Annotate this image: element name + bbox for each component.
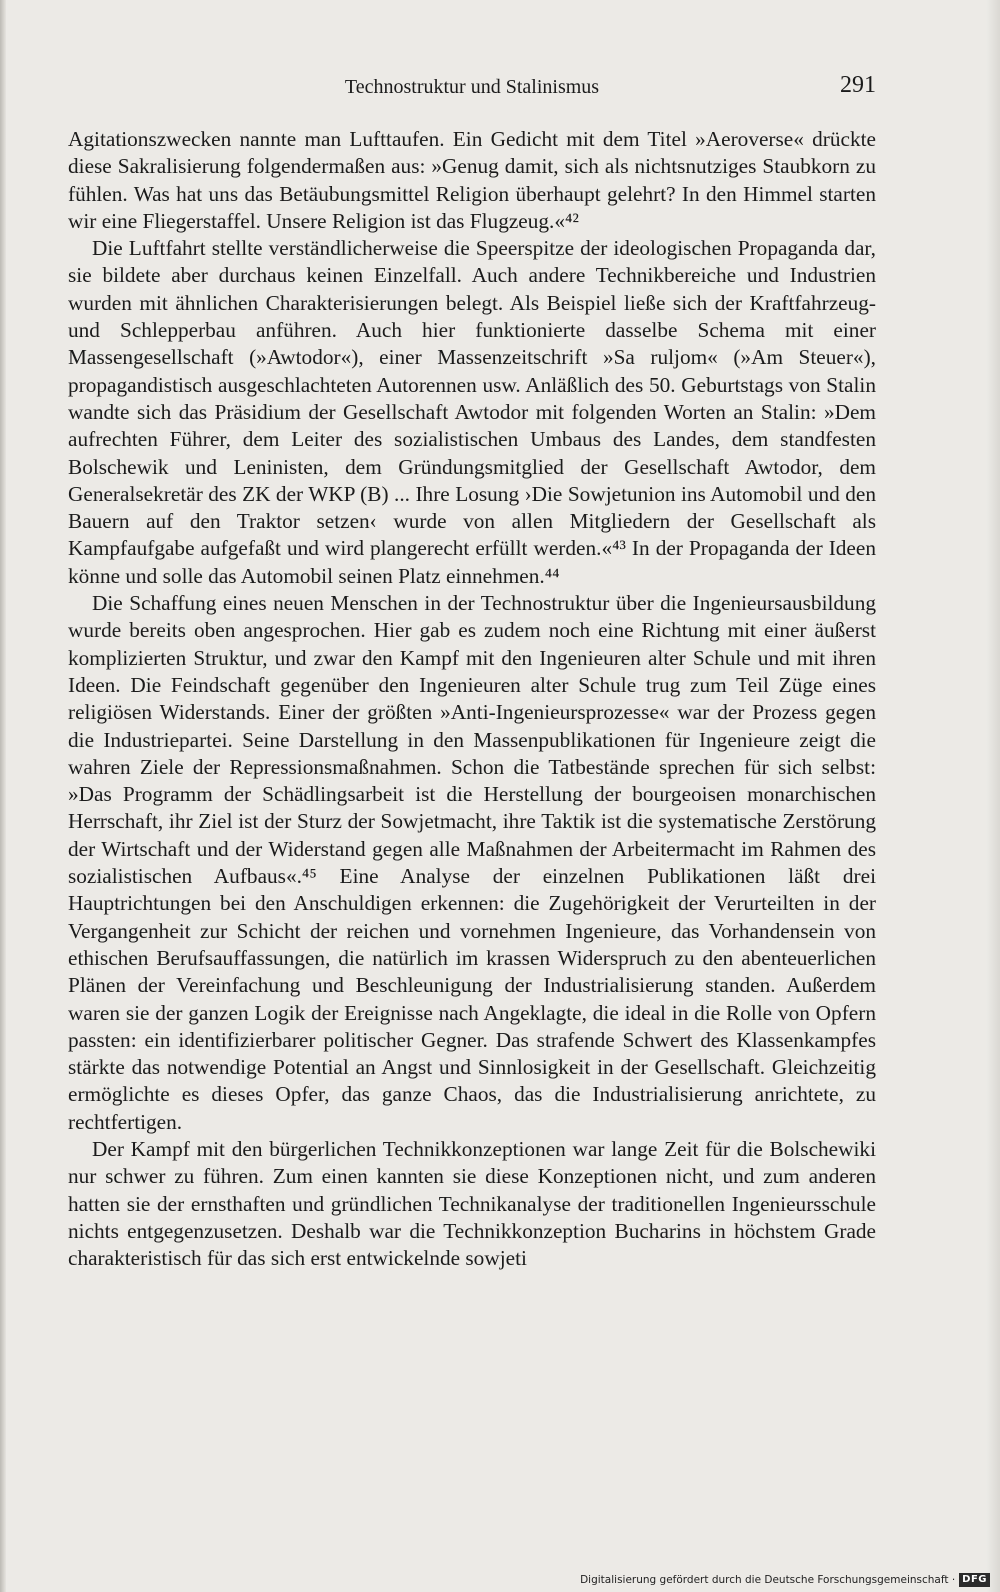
page-left-edge xyxy=(0,0,6,1592)
paragraph: Die Luftfahrt stellte verständlicherweise die Speerspitze der ideologischen Propaganda dar, sie bildete aber durchaus keinen Einzelfall. Auch andere Technikbereiche und Industrien wurden mit ähnlichen Charakterisierungen belegt. Als Beispiel ließe sich der Kraftfahrzeug- und Schlepperbau anführen. Auch hier funktionierte dasselbe Schema mit einer Massengesellschaft (»Awtodor«), einer Massenzeitschrift »Sa ruljom« (»Am Steuer«), propagandistisch ausgeschlachteten Autorennen usw. Anläßlich des 50. Geburtstags von Stalin wandte sich das Präsidium der Gesellschaft Awtodor mit folgenden Worten an Stalin: »Dem aufrechten Führer, dem Leiter des sozialistischen Umbaus des Landes, dem standfesten Bolschewik und Leninisten, dem Gründungsmitglied der Gesellschaft Awtodor, dem Generalsekretär des ZK der WKP (B) ... Ihre Losung ›Die Sowjetunion ins Automobil und den Bauern auf den Traktor setzen‹ wurde von allen Mitgliedern der Gesellschaft als Kampfaufgabe aufgefaßt und wird plangerecht erfüllt werden.«⁴³ In der Propaganda der Ideen könne und solle das Automobil seinen Platz einnehmen.⁴⁴ xyxy=(68,236,876,588)
paragraph: Die Schaffung eines neuen Menschen in der Technostruktur über die Ingenieursausbildung wurde bereits oben angesprochen. Hier gab es zudem noch eine Richtung mit einer äußerst komplizierten Struktur, und zwar den Kampf mit den Ingenieuren alter Schule und mit ihren Ideen. Die Feindschaft gegenüber den Ingenieuren alter Schule trug zum Teil Züge eines religiösen Widerstands. Einer der größten »Anti-Ingenieursprozesse« war der Prozess gegen die Industriepartei. Seine Darstellung in den Massenpublikationen für Ingenieure zeigt die wahren Ziele der Repressionsmaßnahmen. Schon die Tatbestände sprechen für sich selbst: »Das Programm der Schädlingsarbeit ist die Herstellung der bourgeoisen monarchischen Herrschaft, ihr Ziel ist der Sturz der Sowjetmacht, ihre Taktik ist die systematische Zerstörung der Wirtschaft und der Widerstand gegen alle Maßnahmen der Arbeitermacht im Rahmen des sozialistischen Aufbaus«.⁴⁵ Eine Analyse der einzelnen Publikationen läßt drei Hauptrichtungen bei den Anschuldigen erkennen: die Zugehörigkeit der Verurteilten in der Vergangenheit zur Schicht der reichen und vornehmen Ingenieure, das Vorhandensein von ethischen Berufsauffassungen, die natürlich im krassen Widerspruch zu den abenteuerlichen Plänen der Vereinfachung und Beschleunigung der Industrialisierung standen. Außerdem waren sie der ganzen Logik der Ereignisse nach Angeklagte, die ideal in die Rolle von Opfern passten: ein identifizierbarer politischer Gegner. Das strafende Schwert des Klassenkampfes stärkte das notwendige Potential an Angst und Sinnlosigkeit in der Gesellschaft. Gleichzeitig ermöglichte es dieses Opfer, das ganze Chaos, das die Industrialisierung anrichtete, zu rechtfertigen. xyxy=(68,591,876,1134)
digitization-credit: Digitalisierung gefördert durch die Deutsche Forschungsgemeinschaft · xyxy=(580,1574,956,1586)
page-right-edge xyxy=(986,0,1000,1592)
page-number: 291 xyxy=(840,72,876,98)
digitization-footer xyxy=(580,1572,990,1588)
body-text xyxy=(68,126,876,1272)
paragraph: Agitationszwecken nannte man Lufttaufen. Ein Gedicht mit dem Titel »Aeroverse« drückte diese Sakralisierung folgendermaßen aus: »Genug damit, sich als nichtsnutziges Staubkorn zu fühlen. Was hat uns das Betäubungsmittel Religion überhaupt gelehrt? In den Himmel starten wir eine Fliegerstaffel. Unsere Religion ist das Flugzeug.«⁴² xyxy=(68,127,876,233)
running-title: Technostruktur und Stalinismus xyxy=(344,76,600,98)
running-header xyxy=(68,68,876,108)
dfg-logo: DFG xyxy=(959,1573,990,1587)
paragraph: Der Kampf mit den bürgerlichen Technikkonzeptionen war lange Zeit für die Bolschewiki nur schwer zu führen. Zum einen kannten sie diese Konzeptionen nicht, und zum anderen hatten sie der ernsthaften und gründlichen Technikanalyse der traditionellen Ingenieursschule nichts entgegenzusetzen. Deshalb war die Technikkonzeption Bucharins in höchstem Grade charakteristisch für das sich erst entwickelnde sowjeti xyxy=(68,1136,876,1271)
